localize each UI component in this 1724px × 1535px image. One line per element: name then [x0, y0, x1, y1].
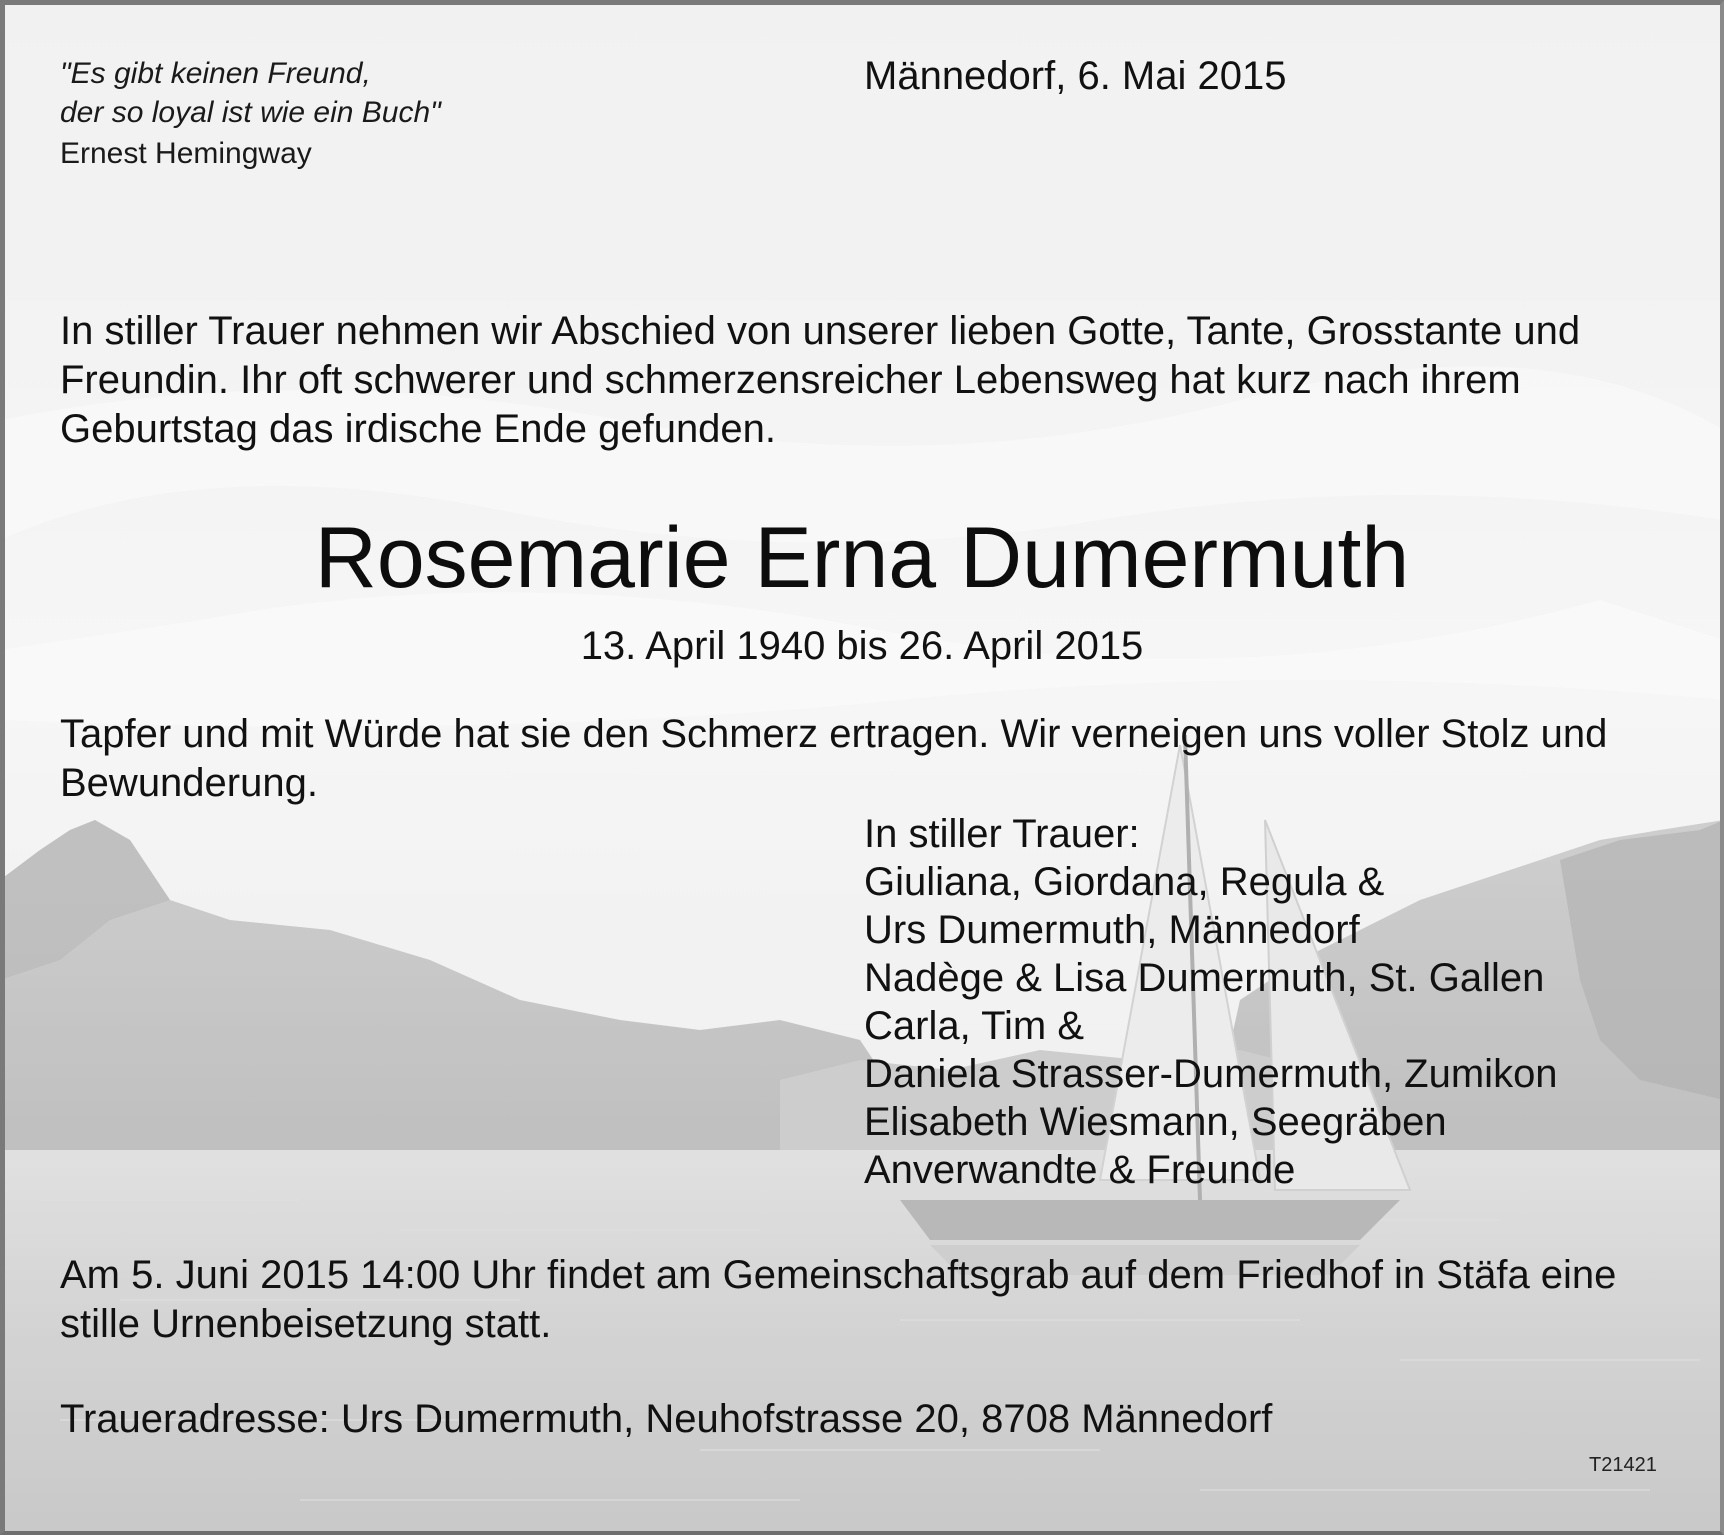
- mourners-list: [864, 810, 1558, 1194]
- life-dates: 13. April 1940 bis 26. April 2015: [580, 624, 1144, 668]
- tribute-line: Tapfer und mit Würde hat sie den Schmerz ertragen. Wir verneigen uns voller Stolz und: [60, 712, 1608, 756]
- place-and-date: Männedorf, 6. Mai 2015: [864, 54, 1287, 98]
- mourner-line: Anverwandte & Freunde: [864, 1148, 1296, 1192]
- burial-paragraph: [60, 1251, 1616, 1349]
- intro-line: Freundin. Ihr oft schwerer und schmerzensreicher Lebensweg hat kurz nach ihrem: [60, 358, 1521, 402]
- mourning-address: Traueradresse: Urs Dumermuth, Neuhofstrasse 20, 8708 Männedorf: [60, 1397, 1273, 1441]
- reference-number: T21421: [1589, 1454, 1657, 1476]
- intro-line: Geburtstag das irdische Ende gefunden.: [60, 407, 777, 451]
- burial-line: Am 5. Juni 2015 14:00 Uhr findet am Gemeinschaftsgrab auf dem Friedhof in Stäfa eine: [60, 1253, 1617, 1297]
- quote-author: Ernest Hemingway: [60, 137, 312, 170]
- deceased-name: Rosemarie Erna Dumermuth: [314, 510, 1410, 606]
- mourner-line: Urs Dumermuth, Männedorf: [864, 908, 1360, 952]
- mourner-line: Carla, Tim &: [864, 1004, 1085, 1048]
- mourner-line: Elisabeth Wiesmann, Seegräben: [864, 1100, 1447, 1144]
- quote-line: der so loyal ist wie ein Buch": [60, 96, 441, 129]
- mourner-line: Giuliana, Giordana, Regula &: [864, 860, 1385, 904]
- mourners-heading: In stiller Trauer:: [864, 812, 1140, 856]
- intro-line: In stiller Trauer nehmen wir Abschied von unserer lieben Gotte, Tante, Grosstante und: [60, 309, 1581, 353]
- tribute-line: Bewunderung.: [60, 761, 318, 805]
- tribute-paragraph: [60, 710, 1607, 808]
- mourner-line: Daniela Strasser-Dumermuth, Zumikon: [864, 1052, 1558, 1096]
- burial-line: stille Urnenbeisetzung statt.: [60, 1302, 552, 1346]
- quote-line: "Es gibt keinen Freund,: [60, 57, 371, 90]
- intro-paragraph: [60, 307, 1580, 454]
- mourner-line: Nadège & Lisa Dumermuth, St. Gallen: [864, 956, 1545, 1000]
- hemingway-quote: [60, 54, 441, 132]
